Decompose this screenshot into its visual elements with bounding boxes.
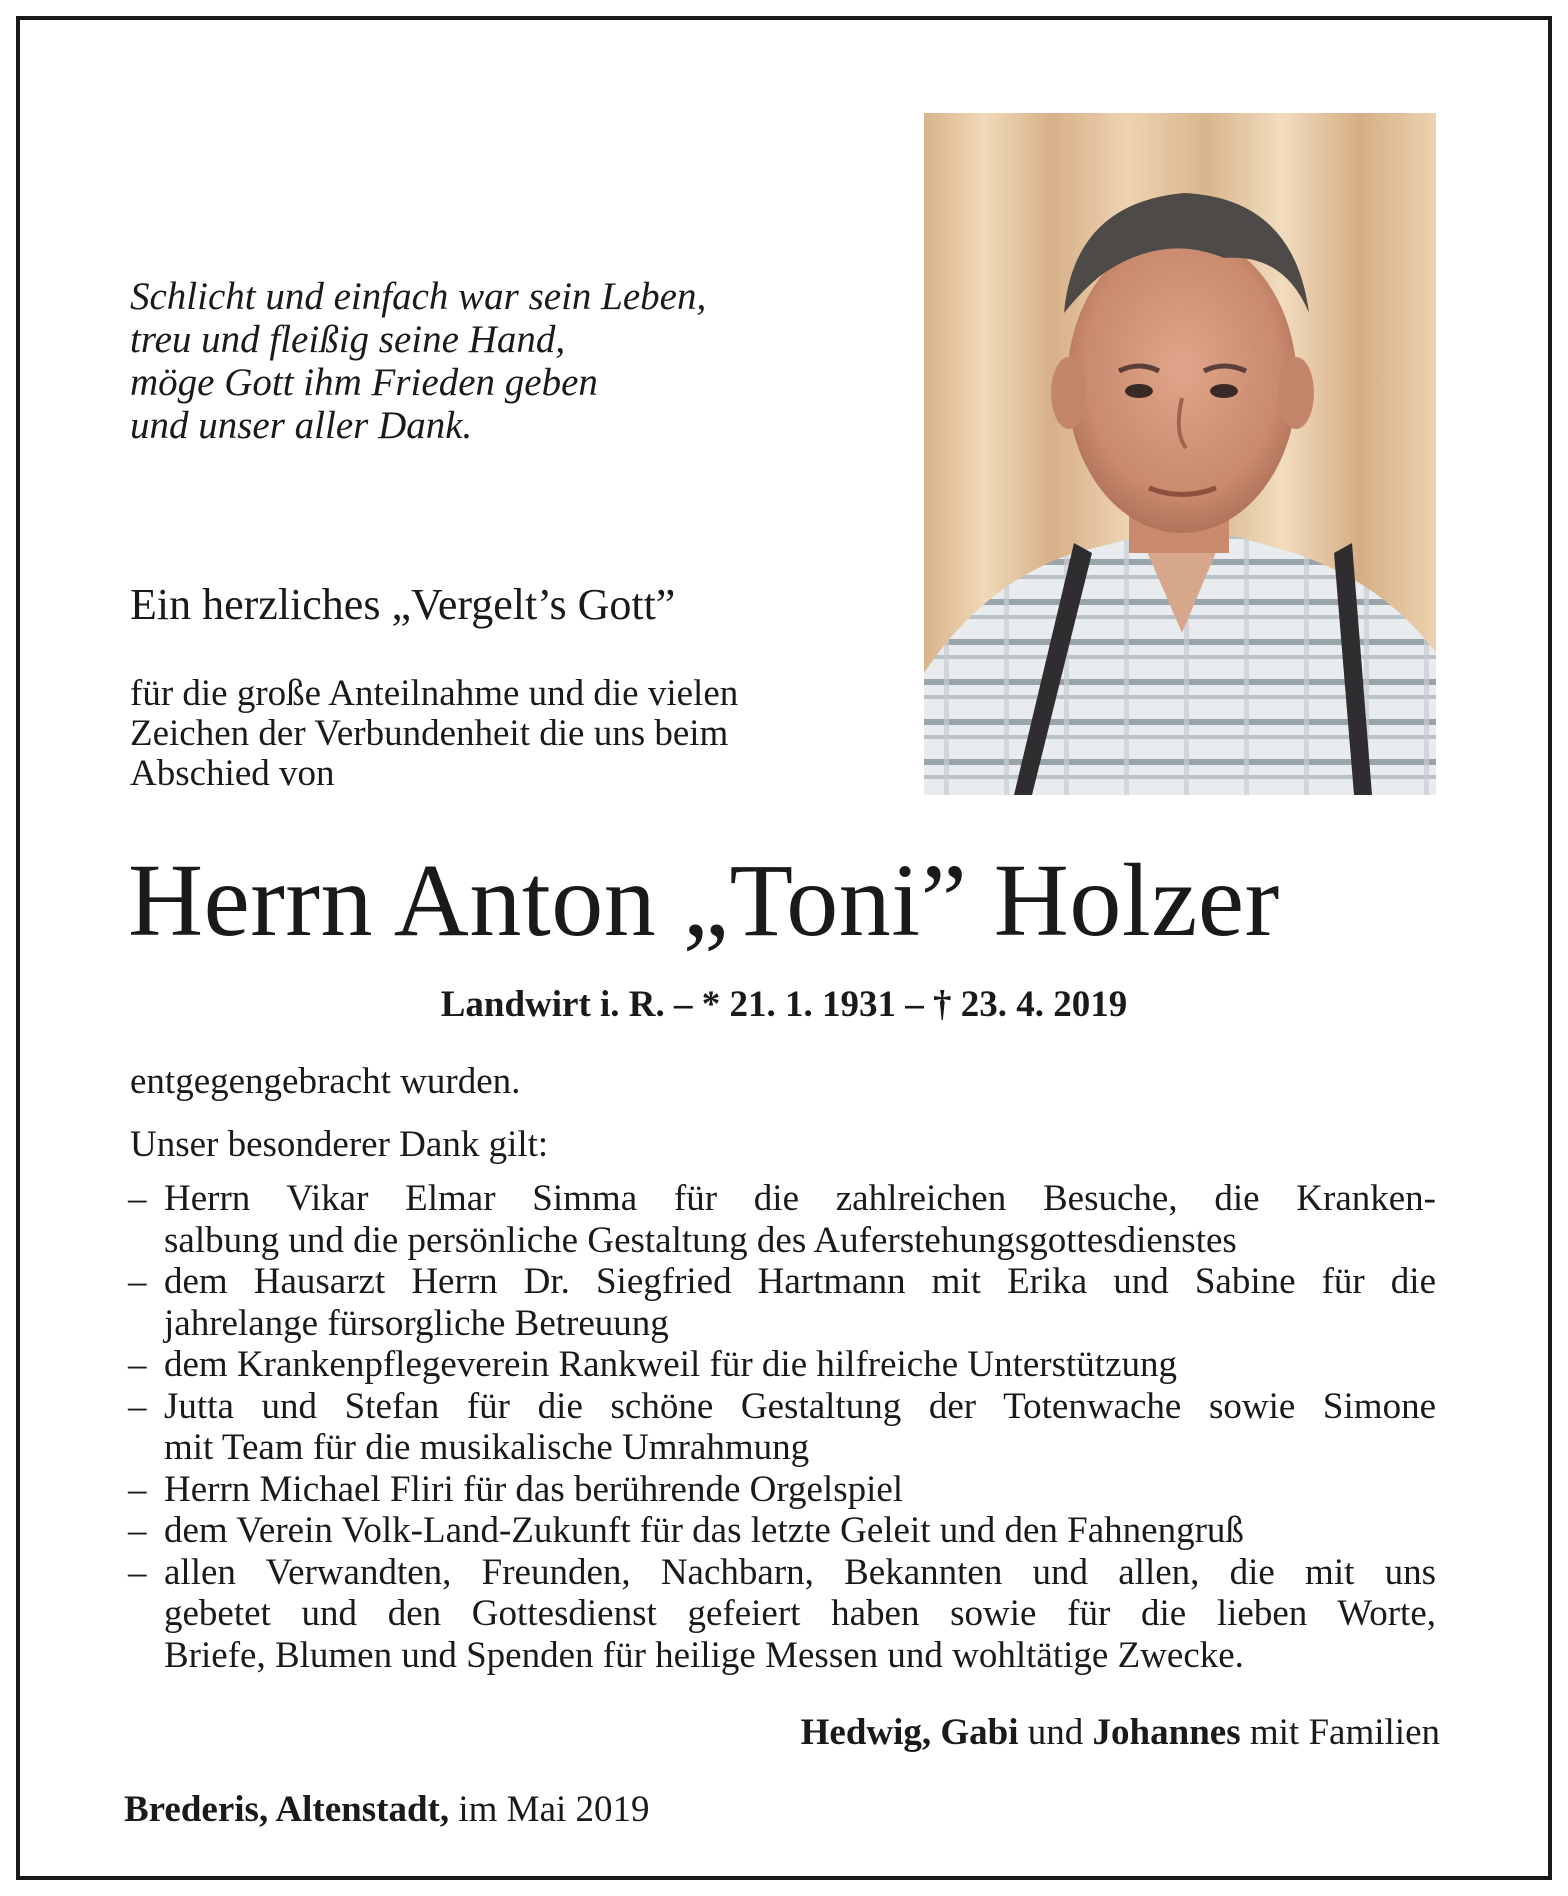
verse-line: möge Gott ihm Frieden geben xyxy=(130,361,598,404)
thanks-item xyxy=(128,1261,1436,1344)
thanks-item xyxy=(128,1386,1436,1469)
list-dash: – xyxy=(128,1551,147,1593)
place-towns: Brederis, Altenstadt, xyxy=(124,1789,450,1830)
family-name-hedwig: Hedwig, xyxy=(800,1712,932,1753)
thanks-item-line: Jutta und Stefan für die schöne Gestaltung der Totenwache sowie Simone xyxy=(164,1385,1436,1427)
occupation: Landwirt i. R. xyxy=(440,984,665,1025)
place-and-date xyxy=(124,1788,650,1832)
deceased-name: Herrn Anton „Toni” Holzer xyxy=(128,843,1280,958)
list-dash: – xyxy=(128,1385,147,1427)
thanks-item-line: Herrn Vikar Elmar Simma für die zahlreichen Besuche, die Kranken- xyxy=(164,1178,1436,1219)
portrait-photo xyxy=(924,113,1436,795)
thanks-heading: Unser besonderer Dank gilt: xyxy=(130,1124,549,1165)
greeting-heading: Ein herzliches „Vergelt’s Gott” xyxy=(130,580,676,629)
thanks-item-line: mit Team für die musikalische Umrahmung xyxy=(164,1427,810,1468)
intro-line: Zeichen der Verbundenheit die uns beim xyxy=(130,713,729,754)
verse-line: Schlicht und einfach war sein Leben, xyxy=(130,275,707,318)
thanks-item-line: jahrelange fürsorgliche Betreuung xyxy=(164,1302,669,1344)
thanks-item xyxy=(128,1469,1436,1511)
thanks-item xyxy=(128,1178,1436,1261)
family-suffix: mit Familien xyxy=(1249,1712,1440,1753)
thanks-item xyxy=(128,1344,1436,1386)
verse-line: und unser aller Dank. xyxy=(130,404,473,447)
thanks-item xyxy=(128,1552,1436,1677)
verse-line: treu und fleißig seine Hand, xyxy=(130,318,566,361)
thanks-item xyxy=(128,1510,1436,1552)
thanks-item-line: gebetet und den Gottesdienst gefeiert haben sowie für die lieben Worte, xyxy=(164,1593,1436,1634)
thanks-item-line: dem Krankenpflegeverein Rankweil für die hilfreiche Unterstützung xyxy=(164,1344,1178,1385)
thanks-list xyxy=(128,1178,1436,1676)
thanks-item-line: Briefe, Blumen und Spenden für heilige Messen und wohltätige Zwecke. xyxy=(164,1634,1244,1676)
list-dash: – xyxy=(128,1468,147,1510)
life-dates xyxy=(0,983,1568,1027)
thanks-item-line: Herrn Michael Fliri für das berührende Orgelspiel xyxy=(164,1468,904,1510)
thanks-item-line: dem Verein Volk-Land-Zukunft für das letzte Geleit und den Fahnengruß xyxy=(164,1510,1244,1551)
list-dash: – xyxy=(128,1344,147,1385)
intro-line: Abschied von xyxy=(130,753,335,794)
death-date: – † 23. 4. 2019 xyxy=(905,984,1128,1025)
list-dash: – xyxy=(128,1261,147,1302)
thanks-item-line: dem Hausarzt Herrn Dr. Siegfried Hartmann mit Erika und Sabine für die xyxy=(164,1261,1436,1302)
thanks-item-line: salbung und die persönliche Gestaltung des Auferstehungsgottesdienstes xyxy=(164,1219,1237,1261)
list-dash: – xyxy=(128,1178,147,1219)
family-signature xyxy=(801,1711,1440,1755)
memorial-verse xyxy=(130,275,850,447)
place-date: im Mai 2019 xyxy=(458,1789,650,1830)
intro-closing: entgegengebracht wurden. xyxy=(130,1061,521,1102)
thanks-item-line: allen Verwandten, Freunden, Nachbarn, Bekannten und allen, die mit uns xyxy=(164,1551,1436,1593)
portrait-image xyxy=(924,113,1436,795)
family-and: und xyxy=(1027,1712,1084,1753)
family-name-gabi: Gabi xyxy=(940,1712,1019,1753)
list-dash: – xyxy=(128,1510,147,1551)
intro-line: für die große Anteilnahme und die vielen xyxy=(130,673,739,714)
intro-paragraph xyxy=(130,674,890,794)
family-name-johannes: Johannes xyxy=(1092,1712,1241,1753)
birth-date: – * 21. 1. 1931 xyxy=(674,984,897,1025)
